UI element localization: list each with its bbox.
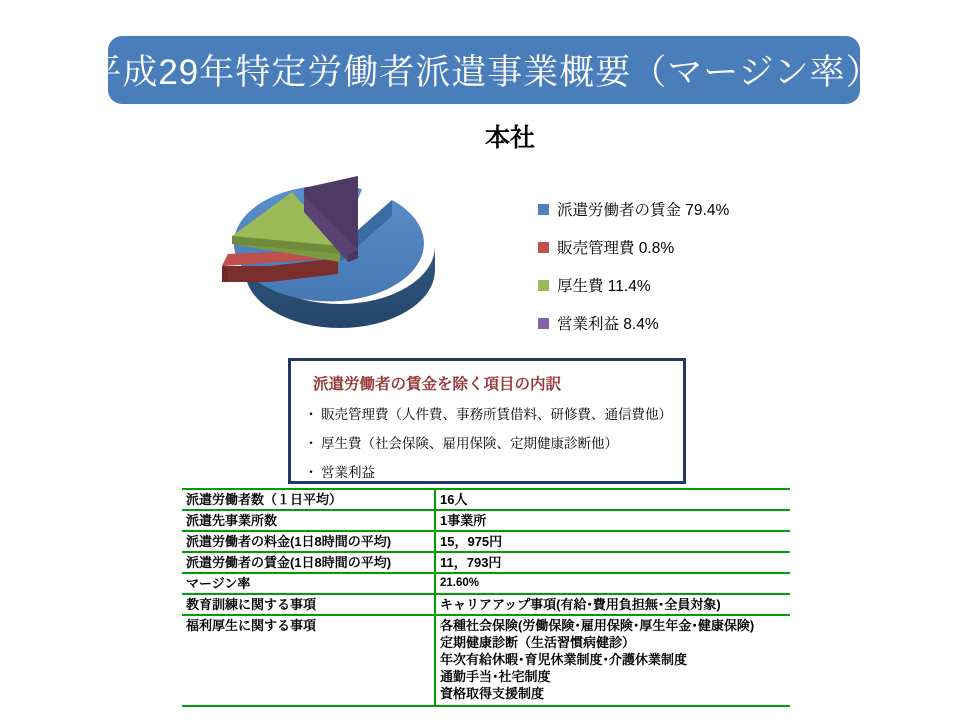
legend-swatch-sales-admin (538, 242, 549, 253)
table-cell-value: 21.60% (435, 573, 790, 594)
table-row (182, 594, 790, 615)
legend-item-sales-admin (538, 228, 828, 266)
breakdown-callout-box (288, 358, 686, 484)
legend-swatch-welfare (538, 280, 549, 291)
callout-item-text: 営業利益 (321, 465, 375, 480)
table-cell-value-line: 通勤手当･社宅制度 (440, 669, 551, 684)
chart-title: 本社 (484, 124, 535, 152)
table-cell-value-line: 資格取得支援制度 (440, 686, 545, 701)
table-cell-label: 派遣労働者の料金(1日8時間の平均) (182, 531, 435, 552)
table-cell-value: 15，975円 (435, 531, 790, 552)
legend-item-welfare (538, 266, 828, 304)
legend-item-wage (538, 190, 828, 228)
legend-swatch-operating-profit (538, 318, 549, 329)
table-cell-label: 派遣先事業所数 (182, 510, 435, 531)
page-title: 平成29年特定労働者派遣事業概要（マージン率） (86, 53, 882, 92)
table-cell-value-line: 各種社会保険(労働保険･雇用保険･厚生年金･健康保険) (440, 618, 755, 633)
table-cell-label: 教育訓練に関する事項 (182, 594, 435, 615)
callout-item (301, 403, 683, 423)
table-cell-value: 16人 (435, 489, 790, 510)
legend-label-sales-admin: 販売管理費 0.8% (557, 240, 675, 257)
summary-table (182, 488, 790, 707)
pie-chart-block (210, 118, 830, 358)
table-cell-value: キャリアアップ事項(有給･費用負担無･全員対象) (435, 594, 790, 615)
callout-item-text: 厚生費（社会保険、雇用保険、定期健康診断他） (321, 436, 618, 451)
table-row (182, 510, 790, 531)
legend-swatch-wage (538, 204, 549, 215)
table-cell-value: 11，793円 (435, 552, 790, 573)
legend-label-wage: 派遣労働者の賃金 79.4% (557, 202, 730, 219)
legend-label-operating-profit: 営業利益 8.4% (557, 316, 659, 333)
bullet-icon: ・ (304, 436, 318, 451)
bullet-icon: ・ (304, 407, 318, 422)
table-cell-value: 1事業所 (435, 510, 790, 531)
table-cell-value-line: 年次有給休暇･育児休業制度･介護休業制度 (440, 652, 688, 667)
table-row (182, 531, 790, 552)
table-row (182, 573, 790, 594)
table-row (182, 489, 790, 510)
page-title-banner (86, 36, 882, 104)
table-row (182, 615, 790, 706)
callout-item (301, 461, 683, 481)
callout-item-text: 販売管理費（人件費、事務所賃借料、研修費、通信費他） (321, 407, 672, 422)
callout-item (301, 432, 683, 452)
bullet-icon: ・ (304, 465, 318, 480)
table-cell-label: 派遣労働者数（１日平均） (182, 489, 435, 510)
legend-label-welfare: 厚生費 11.4% (557, 278, 651, 295)
table-cell-label: 福利厚生に関する事項 (182, 615, 435, 706)
pie-chart-graphic (210, 158, 540, 358)
table-cell-label: マージン率 (182, 573, 435, 594)
legend-item-operating-profit (538, 304, 828, 342)
chart-legend (538, 190, 828, 342)
table-cell-label: 派遣労働者の賃金(1日8時間の平均) (182, 552, 435, 573)
table-cell-value-line: 定期健康診断（生活習慣病健診） (440, 635, 636, 650)
callout-heading: 派遣労働者の賃金を除く項目の内訳 (313, 376, 562, 393)
table-row (182, 552, 790, 573)
table-cell-value (435, 615, 790, 706)
